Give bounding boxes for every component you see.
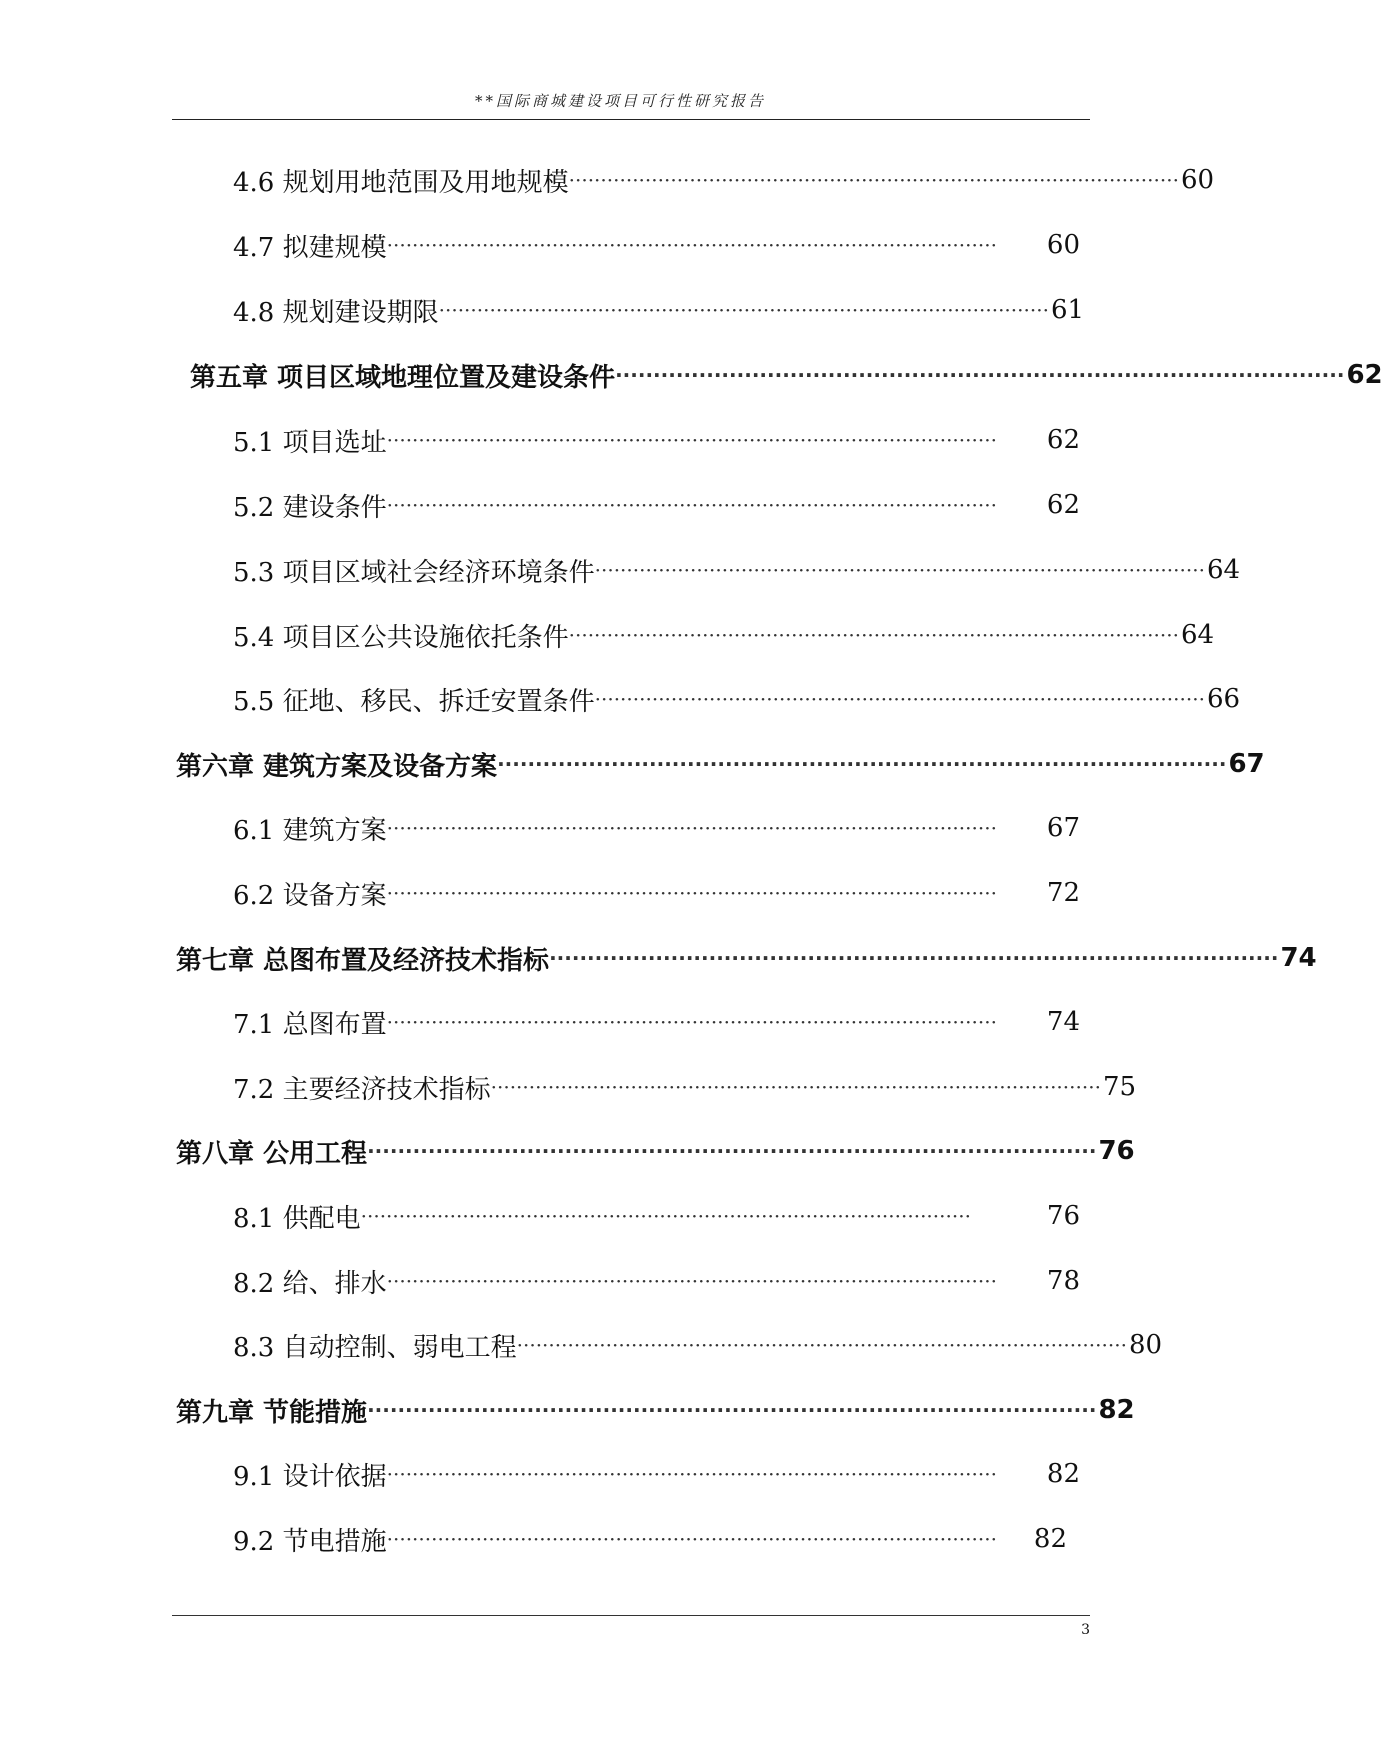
toc-chapter-entry[interactable] xyxy=(176,1129,1135,1173)
toc-leader-dots: ································································································ xyxy=(386,1527,997,1551)
toc-entry-label: 8.1 供配电 xyxy=(233,1203,361,1234)
toc-page-number: 61 xyxy=(1050,295,1085,325)
toc-page-number: 72 xyxy=(1046,878,1080,908)
toc-entry-label: 5.4 项目区公共设施依托条件 xyxy=(233,622,569,653)
toc-entry[interactable] xyxy=(233,1517,1067,1561)
toc-entry[interactable] xyxy=(233,548,1241,592)
toc-chapter-label: 第五章 项目区域地理位置及建设条件 xyxy=(190,362,616,393)
toc-chapter-label: 第七章 总图布置及经济技术指标 xyxy=(176,945,550,976)
toc-page-number: 80 xyxy=(1128,1330,1163,1360)
running-header: **国际商城建设项目可行性研究报告 xyxy=(474,92,766,110)
toc-leader-dots: ································································································ xyxy=(594,687,1205,711)
toc-page-number: 76 xyxy=(1046,1201,1080,1231)
toc-leader-dots: ································································································ xyxy=(594,558,1205,582)
toc-page-number: 60 xyxy=(1180,165,1215,195)
toc-leader-dots: ································································································ xyxy=(438,298,1049,322)
toc-entry-label: 5.2 建设条件 xyxy=(233,492,387,523)
toc-page-number: 62 xyxy=(1346,360,1383,390)
toc-leader-dots: ································································································ xyxy=(497,752,1227,776)
toc-entry-label: 9.1 设计依据 xyxy=(233,1461,387,1492)
toc-page-number: 78 xyxy=(1046,1266,1080,1296)
toc-leader-dots: ································································································ xyxy=(568,623,1179,647)
toc-leader-dots: ································································································ xyxy=(568,168,1179,192)
toc-entry[interactable] xyxy=(233,158,1215,202)
toc-entry[interactable] xyxy=(233,1194,1080,1238)
toc-leader-dots: ································································································ xyxy=(367,1398,1097,1422)
toc-page-number: 74 xyxy=(1280,943,1317,973)
toc-entry-label: 8.2 给、排水 xyxy=(233,1268,387,1299)
toc-leader-dots: ································································································ xyxy=(386,1462,997,1486)
toc-leader-dots: ································································································ xyxy=(360,1204,971,1228)
toc-entry-label: 6.2 设备方案 xyxy=(233,880,387,911)
toc-entry[interactable] xyxy=(233,288,1085,332)
toc-entry-label: 4.7 拟建规模 xyxy=(233,232,387,263)
toc-page-number: 67 xyxy=(1046,813,1080,843)
toc-entry-label: 6.1 建筑方案 xyxy=(233,815,387,846)
toc-entry[interactable] xyxy=(233,1000,1080,1044)
toc-entry[interactable] xyxy=(233,806,1080,850)
page-number: 3 xyxy=(1081,1622,1090,1638)
toc-leader-dots: ································································································ xyxy=(367,1139,1097,1163)
toc-page-number: 76 xyxy=(1098,1136,1135,1166)
toc-page-number: 60 xyxy=(1046,230,1080,260)
toc-chapter-label: 第六章 建筑方案及设备方案 xyxy=(176,751,498,782)
toc-chapter-entry[interactable] xyxy=(190,353,1383,397)
toc-entry[interactable] xyxy=(233,1323,1163,1367)
toc-entry-label: 5.5 征地、移民、拆迁安置条件 xyxy=(233,686,595,717)
toc-chapter-entry[interactable] xyxy=(176,936,1317,980)
toc-leader-dots: ································································································ xyxy=(615,363,1345,387)
toc-entry[interactable] xyxy=(233,871,1080,915)
toc-entry-label: 7.2 主要经济技术指标 xyxy=(233,1074,491,1105)
toc-entry[interactable] xyxy=(233,1452,1080,1496)
toc-page-number: 67 xyxy=(1228,749,1265,779)
toc-page-number: 74 xyxy=(1046,1007,1080,1037)
toc-chapter-entry[interactable] xyxy=(176,742,1265,786)
toc-leader-dots: ································································································ xyxy=(386,428,997,452)
toc-chapter-label: 第八章 公用工程 xyxy=(176,1138,368,1169)
toc-entry-label: 9.2 节电措施 xyxy=(233,1526,387,1557)
toc-entry[interactable] xyxy=(233,613,1215,657)
toc-entry[interactable] xyxy=(233,1065,1137,1109)
toc-entry-label: 5.3 项目区域社会经济环境条件 xyxy=(233,557,595,588)
toc-entry[interactable] xyxy=(233,483,1080,527)
toc-leader-dots: ································································································ xyxy=(386,493,997,517)
toc-entry-label: 5.1 项目选址 xyxy=(233,427,387,458)
toc-page-number: 62 xyxy=(1046,490,1080,520)
toc-entry[interactable] xyxy=(233,418,1080,462)
toc-entry-label: 8.3 自动控制、弱电工程 xyxy=(233,1332,517,1363)
toc-entry[interactable] xyxy=(233,677,1241,721)
toc-leader-dots: ································································································ xyxy=(386,816,997,840)
toc-entry-label: 7.1 总图布置 xyxy=(233,1009,387,1040)
toc-leader-dots: ································································································ xyxy=(490,1075,1101,1099)
toc-page-number: 66 xyxy=(1206,684,1241,714)
toc-chapter-label: 第九章 节能措施 xyxy=(176,1397,368,1428)
toc-page-number: 64 xyxy=(1180,620,1215,650)
toc-page-number: 82 xyxy=(1046,1459,1080,1489)
toc-page-number: 82 xyxy=(1033,1524,1067,1554)
toc-leader-dots: ································································································ xyxy=(386,1269,997,1293)
toc-page-number: 82 xyxy=(1098,1395,1135,1425)
toc-entry-label: 4.6 规划用地范围及用地规模 xyxy=(233,167,569,198)
footer-rule xyxy=(172,1615,1090,1616)
toc-page-number: 62 xyxy=(1046,425,1080,455)
toc-leader-dots: ································································································ xyxy=(549,946,1279,970)
toc-entry[interactable] xyxy=(233,223,1080,267)
toc-entry-label: 4.8 规划建设期限 xyxy=(233,297,439,328)
toc-leader-dots: ································································································ xyxy=(516,1333,1127,1357)
toc-entry[interactable] xyxy=(233,1259,1080,1303)
toc-leader-dots: ································································································ xyxy=(386,233,997,257)
toc-page-number: 75 xyxy=(1102,1072,1137,1102)
toc-leader-dots: ································································································ xyxy=(386,881,997,905)
toc-chapter-entry[interactable] xyxy=(176,1388,1135,1432)
toc-leader-dots: ································································································ xyxy=(386,1010,997,1034)
toc-page-number: 64 xyxy=(1206,555,1241,585)
